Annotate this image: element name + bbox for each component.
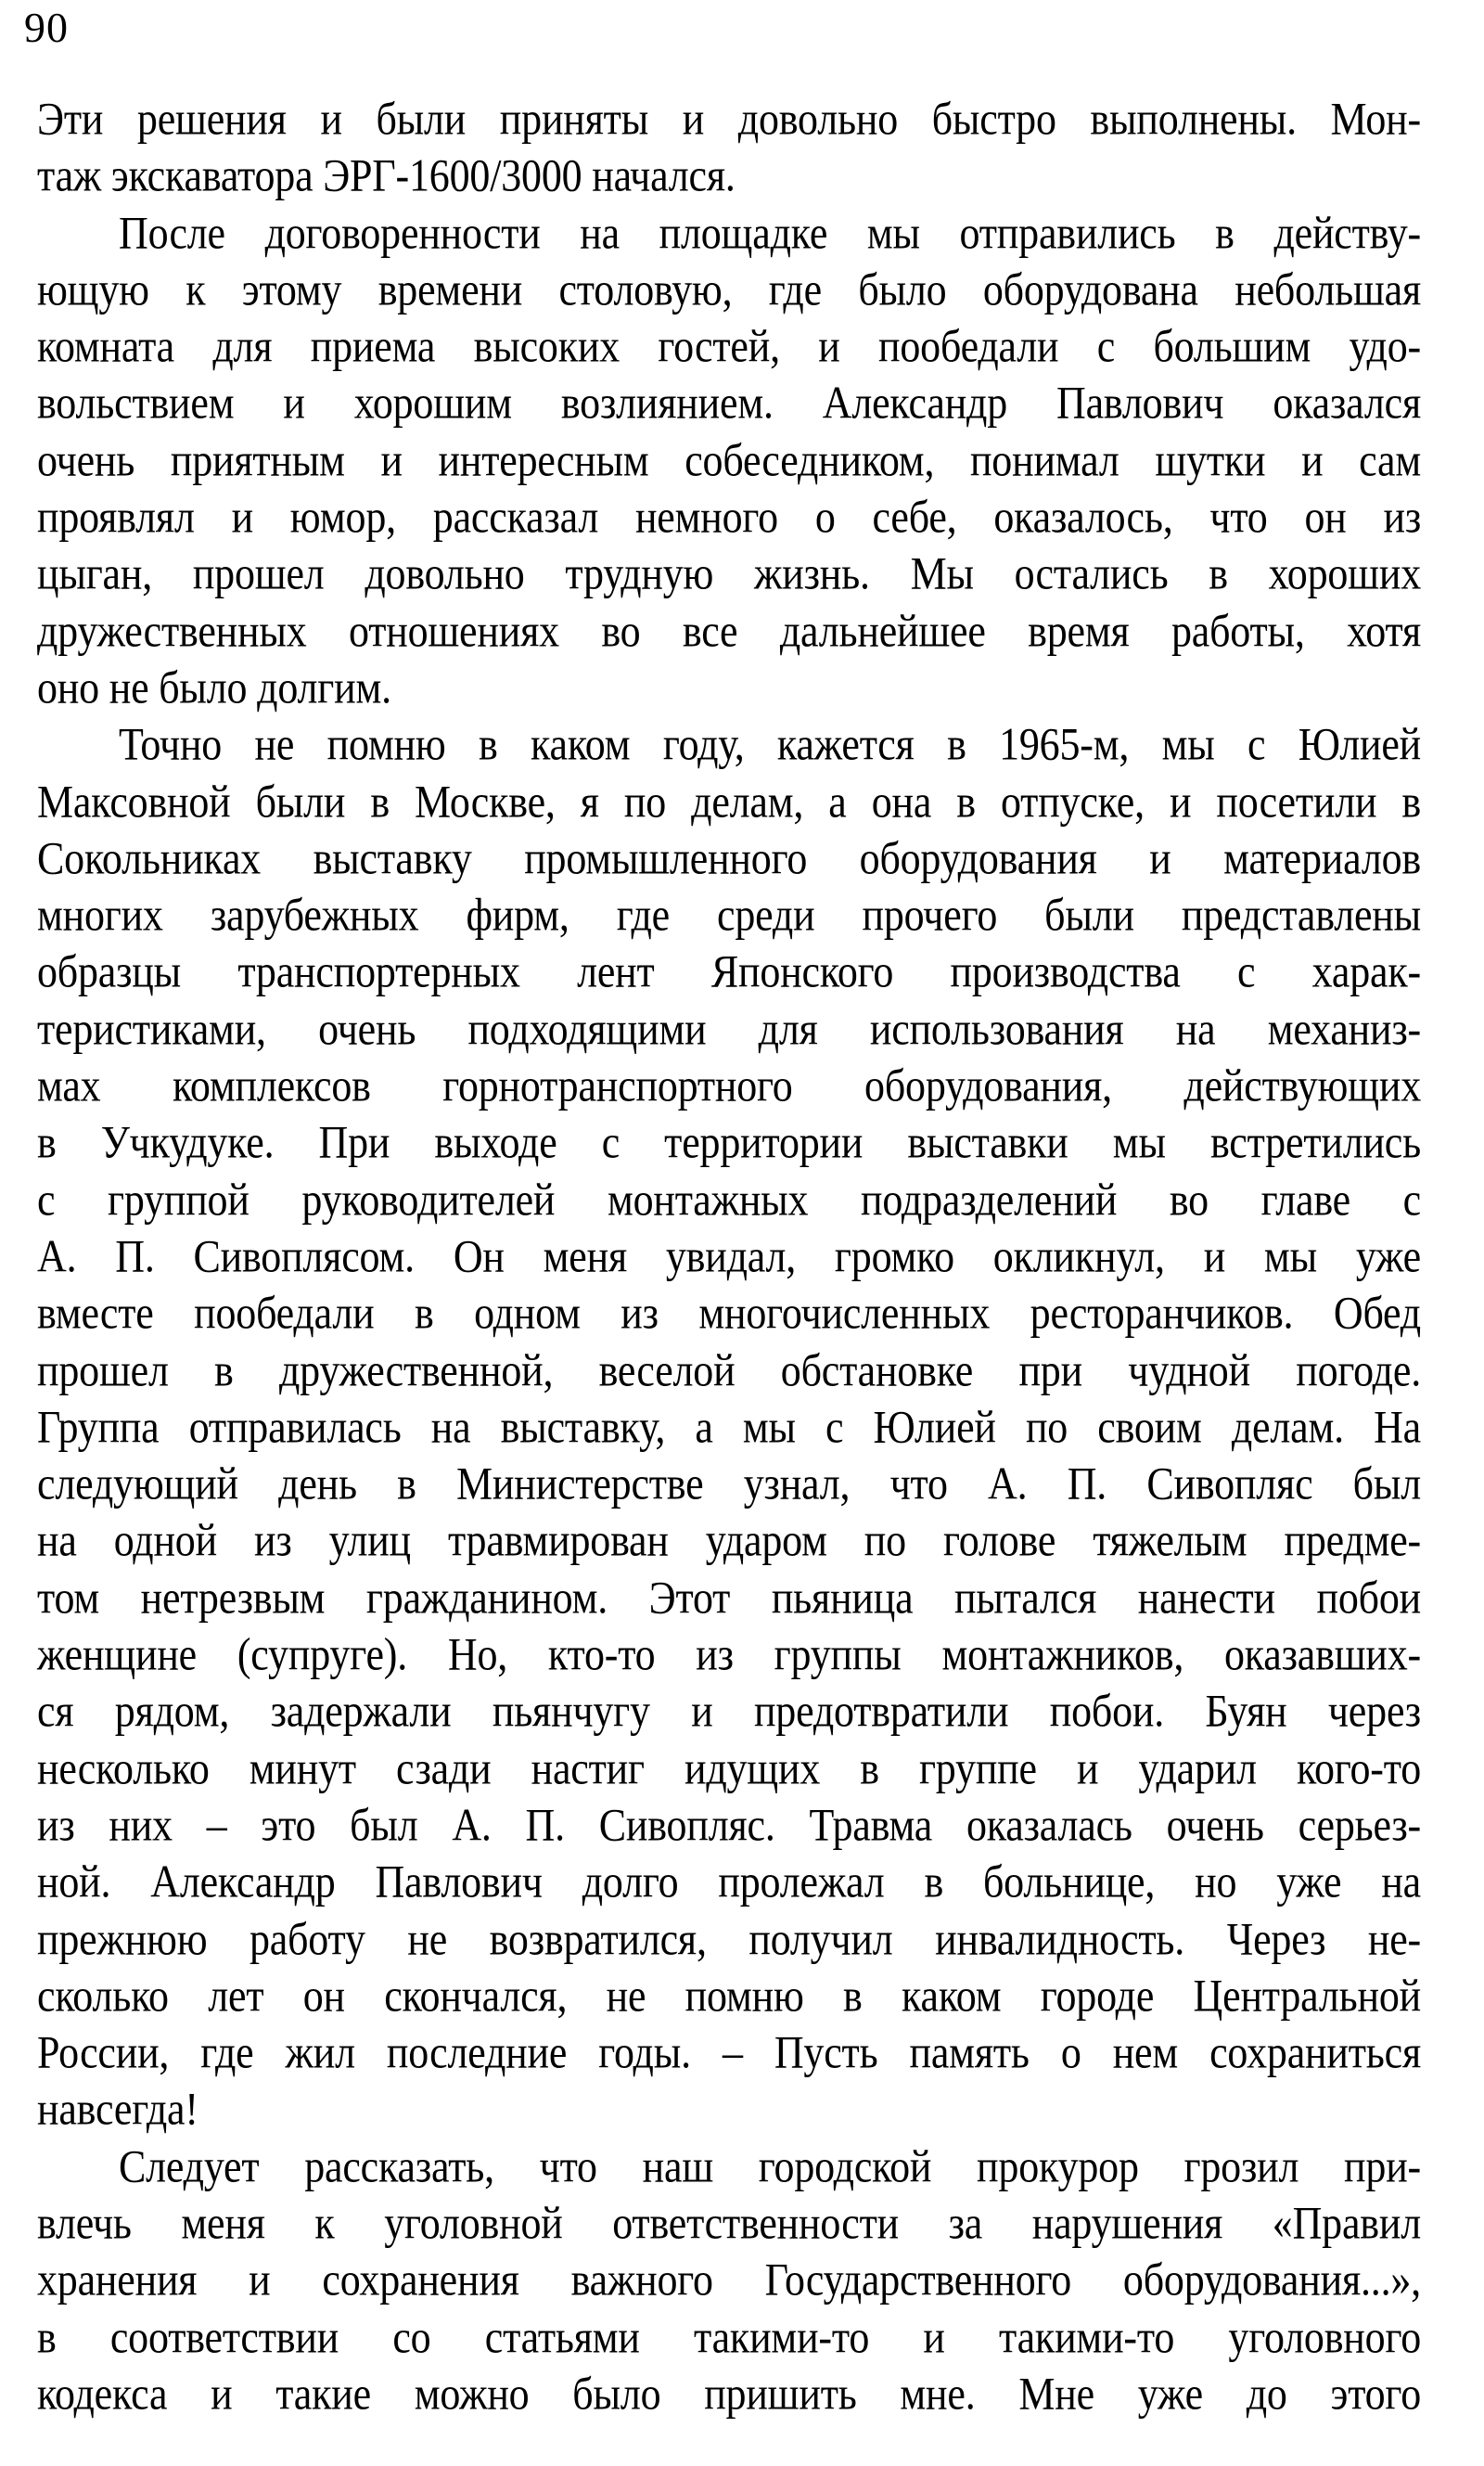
text-line: навсегда! bbox=[37, 2084, 198, 2136]
text-line: оно не было долгим. bbox=[37, 662, 391, 713]
text-line: Группа отправилась на выставку, а мы с Юлией по своим делам. На bbox=[37, 1401, 1421, 1453]
text-line: влечь меня к уголовной ответственности за нарушения «Правил bbox=[37, 2198, 1421, 2249]
text-line: с группой руководителей монтажных подразделений во главе с bbox=[37, 1174, 1421, 1226]
text-line: на одной из улиц травмирован ударом по голове тяжелым предме- bbox=[37, 1515, 1421, 1567]
text-line: в Учкудуке. При выходе с территории выставки мы встретились bbox=[37, 1117, 1421, 1169]
text-line: Сокольниках выставку промышленного оборудования и материалов bbox=[37, 832, 1421, 884]
text-line: цыган, прошел довольно трудную жизнь. Мы остались в хороших bbox=[37, 548, 1421, 600]
text-line: мах комплексов горнотранспортного оборудования, действующих bbox=[37, 1060, 1421, 1111]
text-block bbox=[37, 91, 1421, 2422]
text-line: в соответствии со статьями такими-то и такими-то уголовного bbox=[37, 2311, 1421, 2363]
text-line: прошел в дружественной, веселой обстановке при чудной погоде. bbox=[37, 1344, 1421, 1396]
text-line: проявлял и юмор, рассказал немного о себе, оказалось, что он из bbox=[37, 492, 1421, 544]
text-line: Точно не помню в каком году, кажется в 1965-м, мы с Юлией bbox=[119, 719, 1421, 771]
text-line: сколько лет он скончался, не помню в каком городе Центральной bbox=[37, 1970, 1421, 2022]
text-line: хранения и сохранения важного Государственного оборудования...», bbox=[37, 2254, 1421, 2306]
text-line: ся рядом, задержали пьянчугу и предотвратили побои. Буян через bbox=[37, 1686, 1421, 1738]
text-line: вольствием и хорошим возлиянием. Александр Павлович оказался bbox=[37, 378, 1421, 430]
text-line: Максовной были в Москве, я по делам, а она в отпуске, и посетили в bbox=[37, 776, 1421, 828]
text-line: ной. Александр Павлович долго пролежал в больнице, но уже на bbox=[37, 1856, 1421, 1908]
text-line: теристиками, очень подходящими для использования на механиз- bbox=[37, 1003, 1421, 1055]
text-line: вместе пообедали в одном из многочисленных ресторанчиков. Обед bbox=[37, 1288, 1421, 1340]
text-line: ющую к этому времени столовую, где было оборудована небольшая bbox=[37, 263, 1421, 315]
text-line: многих зарубежных фирм, где среди прочего были представлены bbox=[37, 890, 1421, 942]
text-line: комната для приема высоких гостей, и пообедали с большим удо- bbox=[37, 321, 1421, 373]
text-line: Следует рассказать, что наш городской прокурор грозил при- bbox=[119, 2140, 1421, 2192]
text-line: России, где жил последние годы. – Пусть память о нем сохраниться bbox=[37, 2027, 1421, 2079]
text-line: женщине (супруге). Но, кто-то из группы монтажников, оказавших- bbox=[37, 1629, 1421, 1680]
text-line: кодекса и такие можно было пришить мне. Мне уже до этого bbox=[37, 2368, 1421, 2420]
text-line: А. П. Сивоплясом. Он меня увидал, громко окликнул, и мы уже bbox=[37, 1230, 1421, 1282]
text-line: прежнюю работу не возвратился, получил инвалидность. Через не- bbox=[37, 1913, 1421, 1965]
text-line: дружественных отношениях во все дальнейшее время работы, хотя bbox=[37, 605, 1421, 657]
text-line: очень приятным и интересным собеседником, понимал шутки и сам bbox=[37, 434, 1421, 486]
text-line: Эти решения и были приняты и довольно быстро выполнены. Мон- bbox=[37, 94, 1421, 145]
text-line: том нетрезвым гражданином. Этот пьяница пытался нанести побои bbox=[37, 1572, 1421, 1624]
text-line: образцы транспортерных лент Японского производства с харак- bbox=[37, 946, 1421, 998]
text-line: После договоренности на площадке мы отправились в действу- bbox=[119, 207, 1421, 259]
text-line: несколько минут сзади настиг идущих в группе и ударил кого-то bbox=[37, 1742, 1421, 1794]
text-line: следующий день в Министерстве узнал, что А. П. Сивопляс был bbox=[37, 1458, 1421, 1510]
text-line: таж экскаватора ЭРГ-1600/3000 начался. bbox=[37, 150, 736, 202]
page-number: 90 bbox=[24, 4, 69, 51]
text-line: из них – это был А. П. Сивопляс. Травма оказалась очень серьез- bbox=[37, 1799, 1421, 1851]
